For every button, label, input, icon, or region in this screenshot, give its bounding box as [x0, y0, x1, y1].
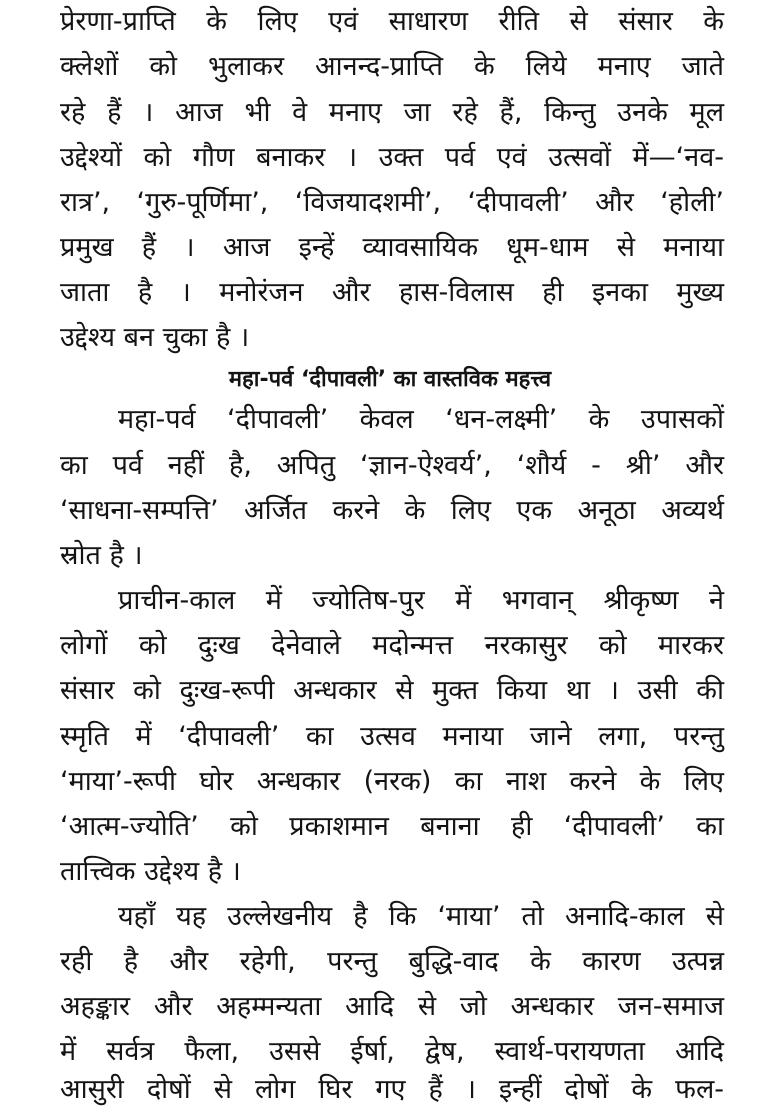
text-line: उद्देश्य बन चुका है ।: [60, 322, 250, 353]
text-line: महा-पर्व ‘दीपावली’ केवल ‘धन-लक्ष्मी’ के उपासकों: [118, 404, 724, 435]
text-line: उद्देश्यों को गौण बनाकर । उक्त पर्व एवं उत्सवों में—‘नव-: [60, 142, 724, 173]
text-line: स्रोत है ।: [60, 540, 143, 571]
text-line: प्रेरणा-प्राप्ति के लिए एवं साधारण रीति से संसार के: [60, 6, 724, 37]
text-line: रहे हैं । आज भी वे मनाए जा रहे हैं, किन्तु उनके मूल: [60, 97, 724, 128]
text-line: जाता है । मनोरंजन और हास-विलास ही इनका मुख्य: [60, 277, 724, 308]
text-line: क्लेशों को भुलाकर आनन्द-प्राप्ति के लिये मनाए जाते: [60, 51, 724, 82]
text-line: ‘माया’-रूपी घोर अन्धकार (नरक) का नाश करने के लिए: [60, 766, 724, 797]
text-line: में सर्वत्र फैला, उससे ईर्षा, द्वेष, स्वार्थ-परायणता आदि: [60, 1036, 724, 1067]
text-line: लोगों को दुःख देनेवाले मदोन्मत्त नरकासुर को मारकर: [60, 630, 724, 661]
text-line: ‘आत्म-ज्योति’ को प्रकाशमान बनाना ही ‘दीपावली’ का: [60, 811, 724, 842]
text-line: आसुरी दोषों से लोग घिर गए हैं । इन्हीं दोषों के फल-: [60, 1074, 724, 1105]
text-line: रात्र’, ‘गुरु-पूर्णिमा’, ‘विजयादशमी’, ‘दीपावली’ और ‘होली’: [60, 187, 724, 218]
text-line: रही है और रहेगी, परन्तु बुद्धि-वाद के कारण उत्पन्न: [60, 946, 724, 977]
text-line: स्मृति में ‘दीपावली’ का उत्सव मनाया जाने लगा, परन्तु: [60, 721, 724, 752]
text-line: का पर्व नहीं है, अपितु ‘ज्ञान-ऐश्वर्य’, ‘शौर्य - श्री’ और: [60, 450, 724, 481]
section-heading: महा-पर्व ‘दीपावली’ का वास्तविक महत्त्व: [228, 367, 552, 392]
text-line: यहाँ यह उल्लेखनीय है कि ‘माया’ तो अनादि-काल से: [118, 901, 724, 932]
text-line: प्राचीन-काल में ज्योतिष-पुर में भगवान् श्रीकृष्ण ने: [118, 585, 724, 616]
text-line: प्रमुख हैं । आज इन्हें व्यावसायिक धूम-धाम से मनाया: [60, 232, 724, 263]
text-line: अहङ्कार और अहम्मन्यता आदि से जो अन्धकार जन-समाज: [60, 991, 724, 1022]
text-line: संसार को दुःख-रूपी अन्धकार से मुक्त किया था । उसी की: [60, 675, 724, 706]
text-line: ‘साधना-सम्पत्ति’ अर्जित करने के लिए एक अनूठा अव्यर्थ: [60, 495, 724, 526]
text-line: तात्त्विक उद्देश्य है ।: [60, 856, 241, 887]
